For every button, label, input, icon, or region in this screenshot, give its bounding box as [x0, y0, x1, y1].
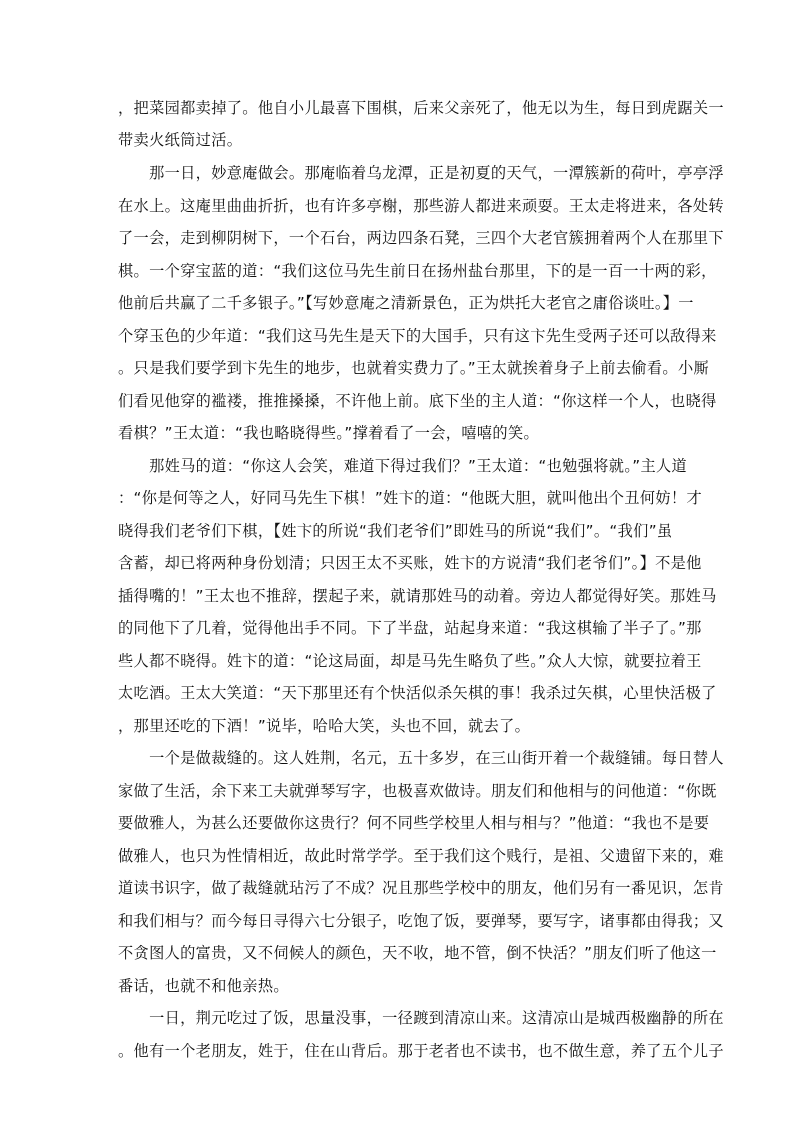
text-line: 晓得我们老爷们下棋，【姓卞的所说“我们老爷们”即姓马的所说“我们”。“我们”虽 [118, 522, 673, 540]
text-line: 看棋？”王太道：“我也略晓得些。”撑着看了一会，嘻嘻的笑。 [118, 424, 540, 442]
text-line: 家做了生活，余下来工夫就弹琴写字，也极喜欢做诗。朋友们和他相与的问他道：“你既 [118, 782, 717, 800]
text-line: 那一日，妙意庵做会。那庵临着乌龙潭，正是初夏的天气，一潭簇新的荷叶，亭亭浮 [118, 164, 724, 182]
text-line: 太吃酒。王太大笑道：“天下那里还有个快活似杀矢棋的事！我杀过矢棋，心里快活极了 [118, 684, 717, 702]
text-line: 个穿玉色的少年道：“我们这马先生是天下的大国手，只有这卞先生受两子还可以敌得来 [118, 327, 717, 345]
text-line: 和我们相与？而今每日寻得六七分银子，吃饱了饭，要弹琴，要写字，诸事都由得我；又 [118, 912, 724, 930]
text-line: 插得嘴的！”王太也不推辞，摆起子来，就请那姓马的动着。旁边人都觉得好笑。那姓马 [118, 587, 717, 605]
text-line: 们看见他穿的褴褛，推推搡搡，不许他上前。底下坐的主人道：“你这样一个人，也晓得 [118, 392, 717, 410]
text-line: 了一会，走到柳阴树下，一个石台，两边四条石凳，三四个大老官簇拥着两个人在那里下 [118, 229, 724, 247]
text-line: 。只是我们要学到卞先生的地步，也就着实费力了。”王太就挨着身子上前去偷看。小厮 [118, 359, 710, 377]
text-line: ：“你是何等之人，好同马先生下棋！”姓卞的道：“他既大胆，就叫他出个丑何妨！才 [118, 489, 703, 507]
text-line: 不贪图人的富贵，又不伺候人的颜色，天不收，地不管，倒不快活？”朋友们听了他这一 [118, 944, 717, 962]
text-line: 带卖火纸筒过活。 [118, 131, 243, 149]
text-line: 番话，也就不和他亲热。 [118, 977, 289, 995]
text-line: 些人都不晓得。姓卞的道：“论这局面，却是马先生略负了些。”众人大惊，就要拉着王 [118, 652, 702, 670]
text-line: 那姓马的道：“你这人会笑，难道下得过我们？”王太道：“也勉强将就。”主人道 [118, 457, 688, 475]
text-line: 一个是做裁缝的。这人姓荆，名元，五十多岁，在三山街开着一个裁缝铺。每日替人 [118, 749, 724, 767]
text-line: 在水上。这庵里曲曲折折，也有许多亭榭，那些游人都进来顽耍。王太走将进来，各处转 [118, 197, 724, 215]
text-line: 做雅人，也只为性情相近，故此时常学学。至于我们这个贱行，是祖、父遗留下来的，难 [118, 847, 724, 865]
text-line: 的同他下了几着，觉得他出手不同。下了半盘，站起身来道：“我这棋输了半子了。”那 [118, 619, 702, 637]
text-line: 棋。一个穿宝蓝的道：“我们这位马先生前日在扬州盐台那里，下的是一百一十两的彩， [118, 262, 717, 280]
text-line: 一日，荆元吃过了饭，思量没事，一径踱到清凉山来。这清凉山是城西极幽静的所在 [118, 1009, 724, 1027]
text-line: ，把菜园都卖掉了。他自小儿最喜下围棋，后来父亲死了，他无以为生，每日到虎踞关一 [118, 99, 724, 117]
text-line: 含蓄，却已将两种身份划清；只因王太不买账，姓卞的方说清“我们老爷们”。】不是他 [118, 554, 702, 572]
text-line: 他前后共赢了二千多银子。”【写妙意庵之清新景色，正为烘托大老官之庸俗谈吐。】一 [118, 294, 694, 312]
text-line: ，那里还吃的下酒！”说毕，哈哈大笑，头也不回，就去了。 [118, 717, 531, 735]
text-line: 要做雅人，为甚么还要做你这贵行？何不同些学校里人相与相与？”他道：“我也不是要 [118, 814, 710, 832]
text-line: 。他有一个老朋友，姓于，住在山背后。那于老者也不读书，也不做生意，养了五个儿子 [118, 1042, 724, 1060]
text-line: 道读书识字，做了裁缝就玷污了不成？况且那些学校中的朋友，他们另有一番见识，怎肯 [118, 879, 724, 897]
